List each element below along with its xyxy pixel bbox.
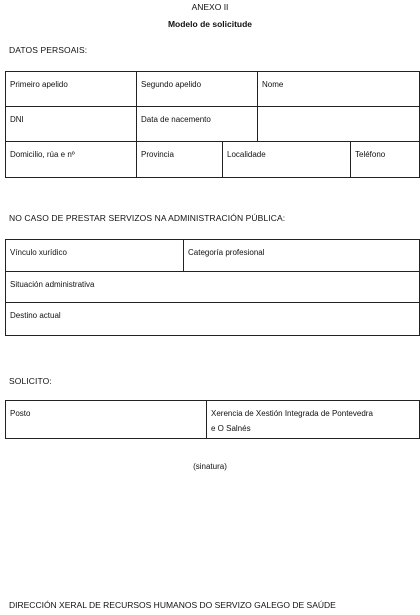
phone-field[interactable] [351, 142, 420, 178]
address-field[interactable] [6, 142, 137, 178]
footer-addressee: DIRECCIÓN XERAL DE RECURSOS HUMANOS DO SERVIZO GALEGO DE SAÚDE [9, 600, 336, 610]
address-label: Domicilio, rúa e nº [10, 150, 75, 159]
management-line-1: Xerencia de Xestión Integrada de Pontevedra [211, 409, 373, 418]
locality-field[interactable] [223, 142, 351, 178]
request-heading: SOLICITO: [9, 376, 52, 386]
first-surname-field[interactable] [6, 72, 137, 107]
birth-date-label: Data de nacemento [141, 115, 211, 124]
request-table [5, 400, 420, 439]
phone-label: Teléfono [355, 150, 386, 159]
dni-field[interactable] [6, 107, 137, 142]
administrative-status-field[interactable] [6, 272, 420, 303]
personal-data-table [5, 71, 420, 178]
public-admin-heading: NO CASO DE PRESTAR SERVIZOS NA ADMINISTRACIÓN PÚBLICA: [9, 213, 286, 223]
post-field[interactable] [6, 401, 207, 439]
personal-data-heading: DATOS PERSOAIS: [9, 45, 88, 55]
birth-date-field[interactable] [137, 107, 258, 142]
current-destination-label: Destino actual [10, 311, 61, 320]
management-line-2: e O Salnés [211, 423, 251, 433]
professional-category-label: Categoría profesional [188, 248, 265, 257]
administrative-status-label: Situación administrativa [10, 280, 95, 289]
name-label: Nome [262, 80, 284, 89]
form-title: Modelo de solicitude [167, 19, 253, 29]
dni-label: DNI [10, 115, 24, 124]
current-destination-field[interactable] [6, 303, 420, 336]
management-cell [207, 401, 420, 439]
dni-extra-field[interactable] [258, 107, 420, 142]
legal-bond-label: Vínculo xurídico [10, 248, 67, 257]
post-label: Posto [10, 409, 31, 418]
province-label: Provincia [141, 150, 174, 159]
professional-category-field[interactable] [184, 240, 420, 272]
name-field[interactable] [258, 72, 420, 107]
second-surname-field[interactable] [137, 72, 258, 107]
signature-label: (sinatura) [193, 462, 227, 471]
locality-label: Localidade [227, 150, 266, 159]
second-surname-label: Segundo apelido [141, 80, 202, 89]
legal-bond-field[interactable] [6, 240, 184, 272]
annex-title: ANEXO II [191, 2, 229, 12]
province-field[interactable] [137, 142, 223, 178]
public-admin-table [5, 239, 420, 336]
first-surname-label: Primeiro apelido [10, 80, 68, 89]
